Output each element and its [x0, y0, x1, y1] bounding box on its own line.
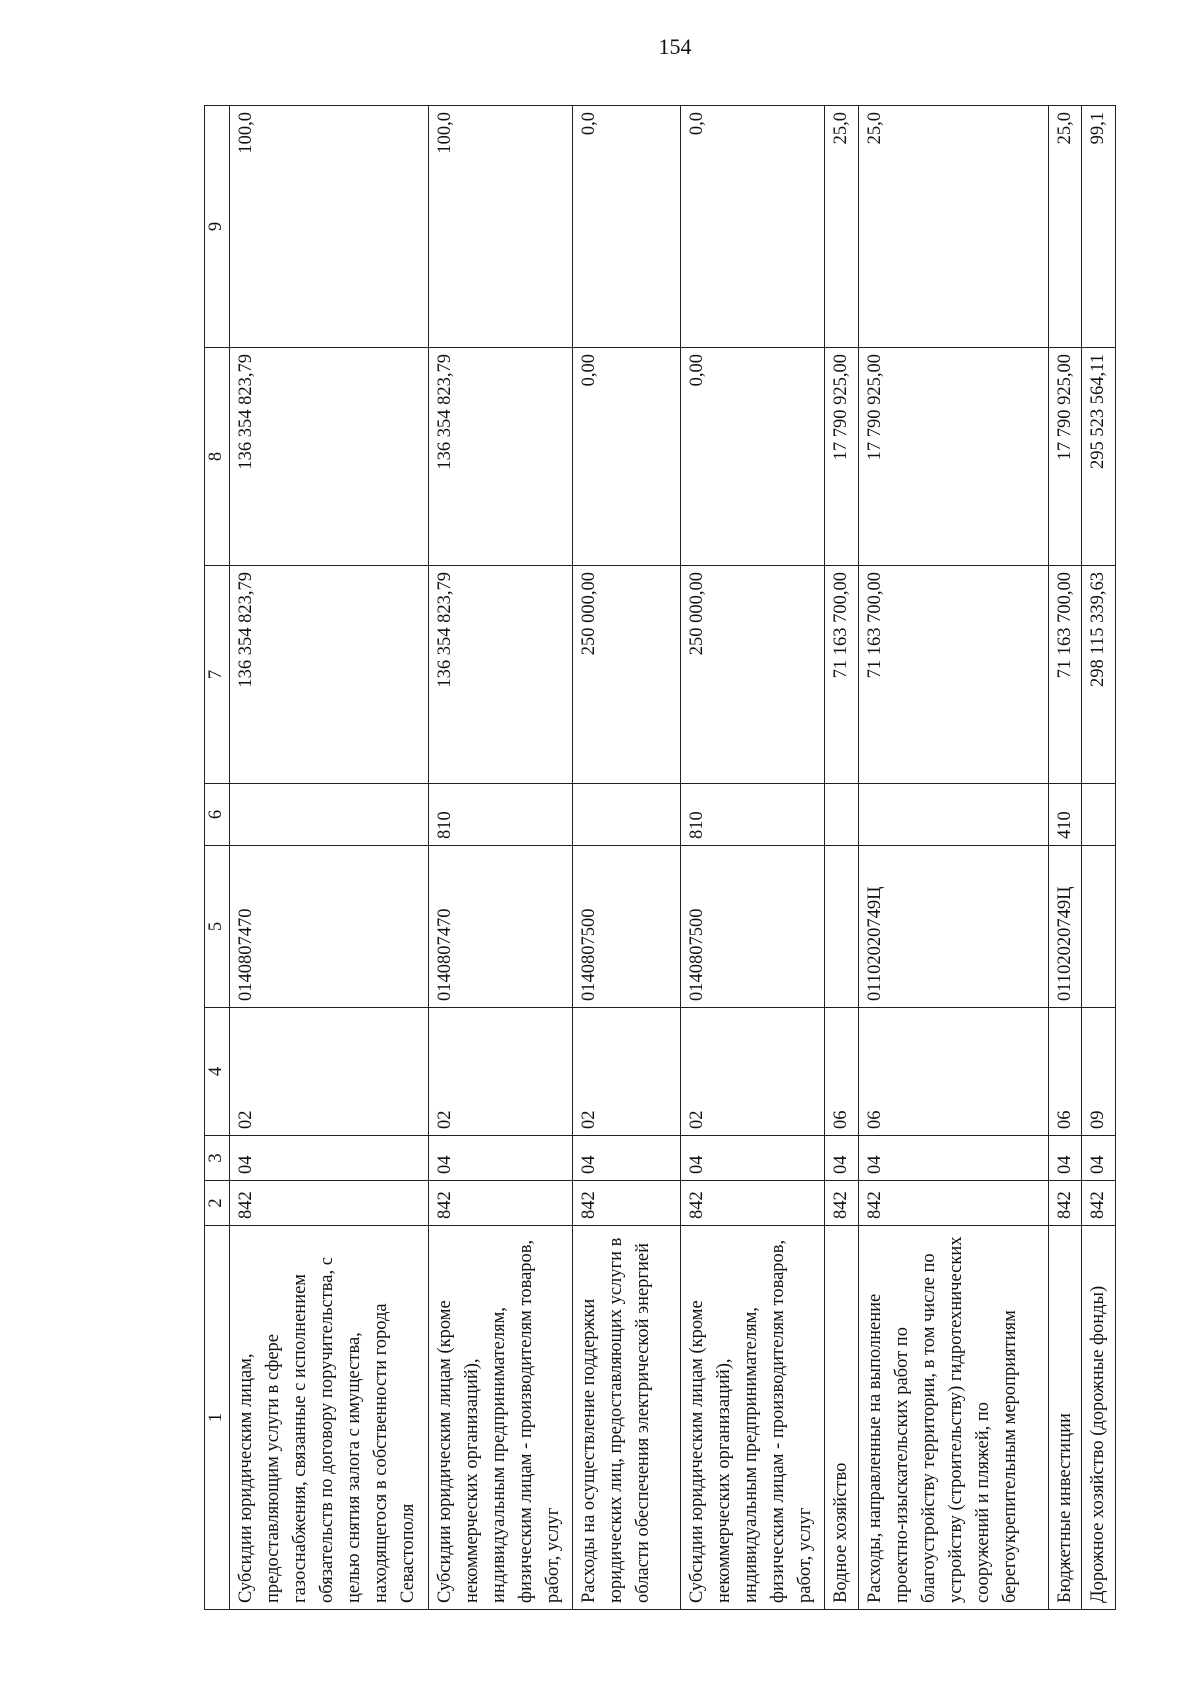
- cell-subsection: 06: [1048, 1008, 1082, 1136]
- row-name: Субсидии юридическим лицам (кроме некоммерческих организаций), индивидуальным предпринимателям, физическим лицам - производителям товаров, работ, услуг: [429, 1226, 573, 1610]
- cell-target-article: 0140807500: [681, 846, 825, 1008]
- cell-target-article: [1082, 846, 1116, 1008]
- col-header: 7: [205, 566, 230, 784]
- cell-target-article: 01102020749Ц: [858, 846, 1048, 1008]
- cell-planned: 136 354 823,79: [230, 566, 429, 784]
- cell-planned: 71 163 700,00: [858, 566, 1048, 784]
- cell-percent: 25,0: [858, 106, 1048, 348]
- cell-planned: 71 163 700,00: [825, 566, 859, 784]
- cell-section: 04: [858, 1136, 1048, 1181]
- col-header: 9: [205, 106, 230, 348]
- row-name: Бюджетные инвестиции: [1048, 1226, 1082, 1610]
- cell-percent: 25,0: [825, 106, 859, 348]
- cell-percent: 0,0: [681, 106, 825, 348]
- cell-percent: 100,0: [429, 106, 573, 348]
- cell-admin-code: 842: [429, 1181, 573, 1226]
- col-header: 1: [205, 1226, 230, 1610]
- cell-admin-code: 842: [572, 1181, 680, 1226]
- cell-planned: 136 354 823,79: [429, 566, 573, 784]
- cell-executed: 136 354 823,79: [230, 348, 429, 566]
- cell-expense-type: 810: [681, 784, 825, 846]
- cell-admin-code: 842: [1082, 1181, 1116, 1226]
- table-row: [825, 106, 859, 1610]
- col-header: 5: [205, 846, 230, 1008]
- budget-table: [204, 105, 1116, 1610]
- cell-target-article: 0140807500: [572, 846, 680, 1008]
- cell-executed: 0,00: [572, 348, 680, 566]
- cell-admin-code: 842: [1048, 1181, 1082, 1226]
- row-name: Расходы, направленные на выполнение проектно-изыскательских работ по благоустройству территории, в том числе по устройству (строительству) гидротехнических сооружений и пляжей, по берегоукрепительным мероприятиям: [858, 1226, 1048, 1610]
- cell-section: 04: [681, 1136, 825, 1181]
- cell-target-article: 01102020749Ц: [1048, 846, 1082, 1008]
- cell-section: 04: [572, 1136, 680, 1181]
- row-name: Водное хозяйство: [825, 1226, 859, 1610]
- cell-executed: 17 790 925,00: [825, 348, 859, 566]
- cell-executed: 17 790 925,00: [1048, 348, 1082, 566]
- table-row: [572, 106, 680, 1610]
- row-name: Дорожное хозяйство (дорожные фонды): [1082, 1226, 1116, 1610]
- cell-executed: 0,00: [681, 348, 825, 566]
- col-header: 2: [205, 1181, 230, 1226]
- cell-subsection: 02: [429, 1008, 573, 1136]
- row-name: Субсидии юридическим лицам (кроме некоммерческих организаций), индивидуальным предпринимателям, физическим лицам - производителям товаров, работ, услуг: [681, 1226, 825, 1610]
- cell-admin-code: 842: [825, 1181, 859, 1226]
- cell-executed: 17 790 925,00: [858, 348, 1048, 566]
- cell-target-article: [825, 846, 859, 1008]
- cell-expense-type: [858, 784, 1048, 846]
- cell-percent: 0,0: [572, 106, 680, 348]
- cell-percent: 25,0: [1048, 106, 1082, 348]
- col-header: 4: [205, 1008, 230, 1136]
- cell-expense-type: 810: [429, 784, 573, 846]
- cell-percent: 100,0: [230, 106, 429, 348]
- table-row: [681, 106, 825, 1610]
- cell-subsection: 09: [1082, 1008, 1116, 1136]
- cell-section: 04: [1048, 1136, 1082, 1181]
- cell-expense-type: [230, 784, 429, 846]
- cell-planned: 250 000,00: [681, 566, 825, 784]
- cell-expense-type: [572, 784, 680, 846]
- table-row: [230, 106, 429, 1610]
- row-name: Расходы на осуществление поддержки юридических лиц, предоставляющих услуги в области обеспечения электрической энергией: [572, 1226, 680, 1610]
- cell-section: 04: [230, 1136, 429, 1181]
- cell-admin-code: 842: [858, 1181, 1048, 1226]
- cell-target-article: 0140807470: [230, 846, 429, 1008]
- cell-subsection: 02: [572, 1008, 680, 1136]
- cell-section: 04: [825, 1136, 859, 1181]
- table-row: [1082, 106, 1116, 1610]
- cell-subsection: 02: [681, 1008, 825, 1136]
- cell-planned: 298 115 339,63: [1082, 566, 1116, 784]
- cell-planned: 250 000,00: [572, 566, 680, 784]
- cell-subsection: 06: [825, 1008, 859, 1136]
- cell-expense-type: [1082, 784, 1116, 846]
- cell-executed: 136 354 823,79: [429, 348, 573, 566]
- page-number: 154: [658, 34, 692, 59]
- cell-subsection: 02: [230, 1008, 429, 1136]
- cell-section: 04: [429, 1136, 573, 1181]
- col-header: 3: [205, 1136, 230, 1181]
- table-row: [429, 106, 573, 1610]
- cell-planned: 71 163 700,00: [1048, 566, 1082, 784]
- cell-executed: 295 523 564,11: [1082, 348, 1116, 566]
- col-header: 6: [205, 784, 230, 846]
- cell-expense-type: [825, 784, 859, 846]
- header-row: [205, 106, 230, 1610]
- table-row: [858, 106, 1048, 1610]
- table-row: [1048, 106, 1082, 1610]
- cell-target-article: 0140807470: [429, 846, 573, 1008]
- col-header: 8: [205, 348, 230, 566]
- cell-section: 04: [1082, 1136, 1116, 1181]
- cell-admin-code: 842: [681, 1181, 825, 1226]
- cell-admin-code: 842: [230, 1181, 429, 1226]
- cell-expense-type: 410: [1048, 784, 1082, 846]
- cell-subsection: 06: [858, 1008, 1048, 1136]
- cell-percent: 99,1: [1082, 106, 1116, 348]
- row-name: Субсидии юридическим лицам, предоставляющим услуги в сфере газоснабжения, связанные с исполнением обязательств по договору поручительства, с целью снятия залога с имущества, находящегося в собственности города Севастополя: [230, 1226, 429, 1610]
- table-container: [204, 106, 1116, 1610]
